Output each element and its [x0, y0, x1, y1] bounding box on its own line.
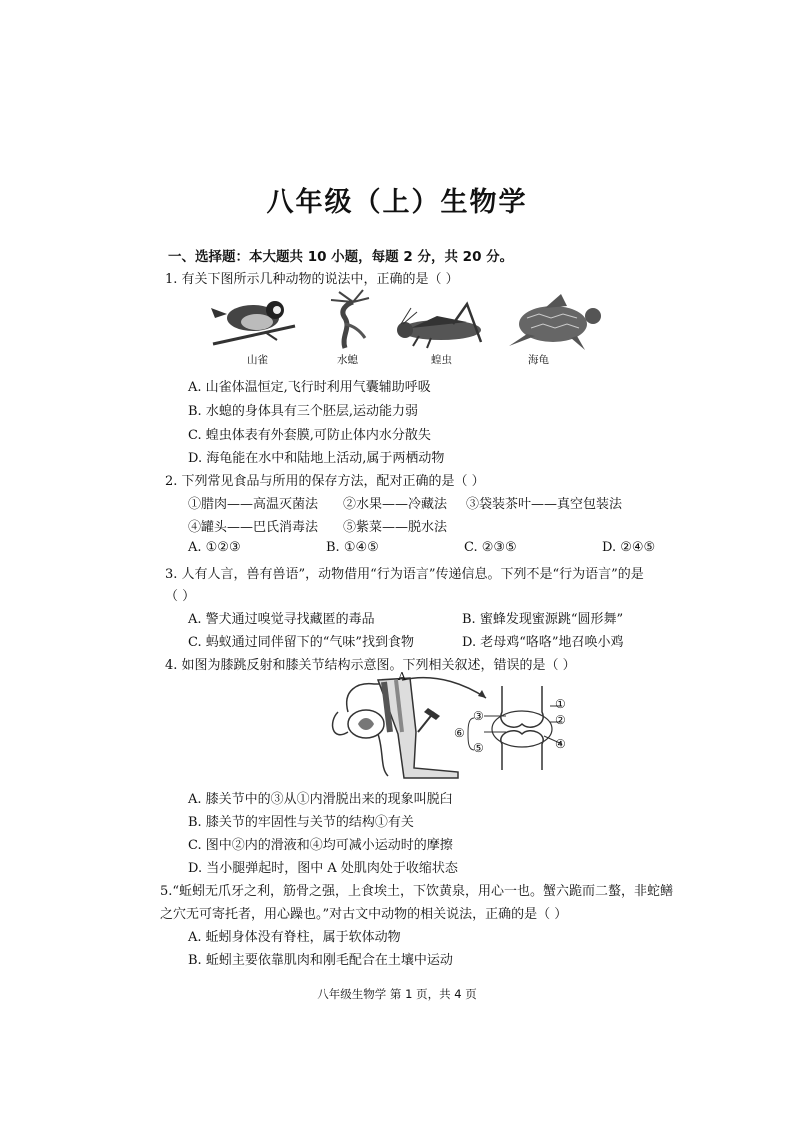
grasshopper-illustration [397, 304, 481, 348]
q2-item-3: ③袋装茶叶——真空包装法 [466, 497, 623, 512]
page-footer: 八年级生物学 第 1 页，共 4 页 [317, 987, 477, 1001]
knee-joint-illustration [468, 686, 562, 770]
caption-turtle: 海龟 [528, 354, 549, 366]
q4-option-d: D. 当小腿弹起时，图中 A 处肌肉处于收缩状态 [188, 861, 458, 876]
q3-option-a: A. 警犬通过嗅觉寻找藏匿的毒品 [188, 612, 375, 627]
q2-item-5: ⑤紫菜——脱水法 [343, 520, 448, 535]
caption-bird: 山雀 [247, 354, 268, 366]
q3-option-d: D. 老母鸡“咯咯”地召唤小鸡 [462, 635, 624, 650]
q2-item-2: ②水果——冷藏法 [343, 497, 448, 512]
animals-figure [205, 288, 605, 354]
question-5-stem-line1: 5.“蚯蚓无爪牙之利，筋骨之强，上食埃土，下饮黄泉，用心一也。蟹六跪而二螯，非蛇鳝 [160, 884, 674, 899]
q1-option-c: C. 蝗虫体表有外套膜,可防止体内水分散失 [188, 428, 431, 443]
section-heading: 一、选择题：本大题共 10 小题，每题 2 分，共 20 分。 [168, 249, 514, 265]
q3-option-c: C. 蚂蚁通过同伴留下的“气味”找到食物 [188, 635, 415, 650]
question-4-stem: 4. 如图为膝跳反射和膝关节结构示意图。下列相关叙述，错误的是（ ） [165, 658, 576, 673]
spinal-cord-illustration [333, 710, 384, 738]
question-1-stem: 1. 有关下图所示几种动物的说法中，正确的是（ ） [165, 272, 459, 287]
q1-option-d: D. 海龟能在水中和陆地上活动,属于两栖动物 [188, 451, 445, 466]
hydra-illustration [331, 290, 369, 348]
label-5: ⑤ [473, 741, 484, 755]
q5-option-b: B. 蚯蚓主要依靠肌肉和刚毛配合在土壤中运动 [188, 953, 453, 968]
bird-illustration [211, 301, 295, 344]
q4-option-c: C. 图中②内的滑液和④均可减小运动时的摩擦 [188, 838, 453, 853]
q1-option-a: A. 山雀体温恒定,飞行时利用气囊辅助呼吸 [188, 380, 431, 395]
leg-illustration [378, 678, 458, 778]
reflex-hammer-icon [418, 708, 440, 732]
question-3-stem-line2: （ ） [165, 589, 196, 604]
sea-turtle-illustration [509, 294, 601, 350]
q2-option-a: A. ①②③ [188, 540, 241, 555]
q1-option-b: B. 水螅的身体具有三个胚层,运动能力弱 [188, 404, 418, 419]
question-2-stem: 2. 下列常见食品与所用的保存方法，配对正确的是（ ） [165, 474, 485, 489]
q2-item-1: ①腊肉——高温灭菌法 [188, 497, 319, 512]
label-1: ① [555, 697, 566, 711]
q2-option-d: D. ②④⑤ [602, 540, 656, 555]
q2-option-b: B. ①④⑤ [326, 540, 379, 555]
page-title: 八年级（上）生物学 [266, 187, 528, 218]
q4-option-b: B. 膝关节的牢固性与关节的结构①有关 [188, 815, 414, 830]
label-2: ② [555, 713, 566, 727]
caption-grasshopper: 蝗虫 [431, 354, 452, 366]
caption-hydra: 水螅 [337, 354, 358, 366]
q2-option-c: C. ②③⑤ [464, 540, 517, 555]
q2-item-4: ④罐头——巴氏消毒法 [188, 520, 319, 535]
question-3-stem-line1: 3. 人有人言，兽有兽语”，动物借用“行为语言”传递信息。下列不是“行为语言”的是 [165, 567, 644, 582]
q4-option-a: A. 膝关节中的③从①内滑脱出来的现象叫脱臼 [188, 792, 453, 807]
label-6: ⑥ [454, 726, 465, 740]
label-3: ③ [473, 709, 484, 723]
q3-option-b: B. 蜜蜂发现蜜源跳“圆形舞” [462, 612, 624, 627]
label-4: ④ [555, 737, 566, 751]
question-5-stem-line2: 之穴无可寄托者，用心躁也。”对古文中动物的相关说法，正确的是（ ） [160, 907, 568, 922]
q5-option-a: A. 蚯蚓身体没有脊柱，属于软体动物 [188, 930, 401, 945]
knee-reflex-figure [318, 672, 578, 782]
label-a: A [398, 670, 406, 683]
